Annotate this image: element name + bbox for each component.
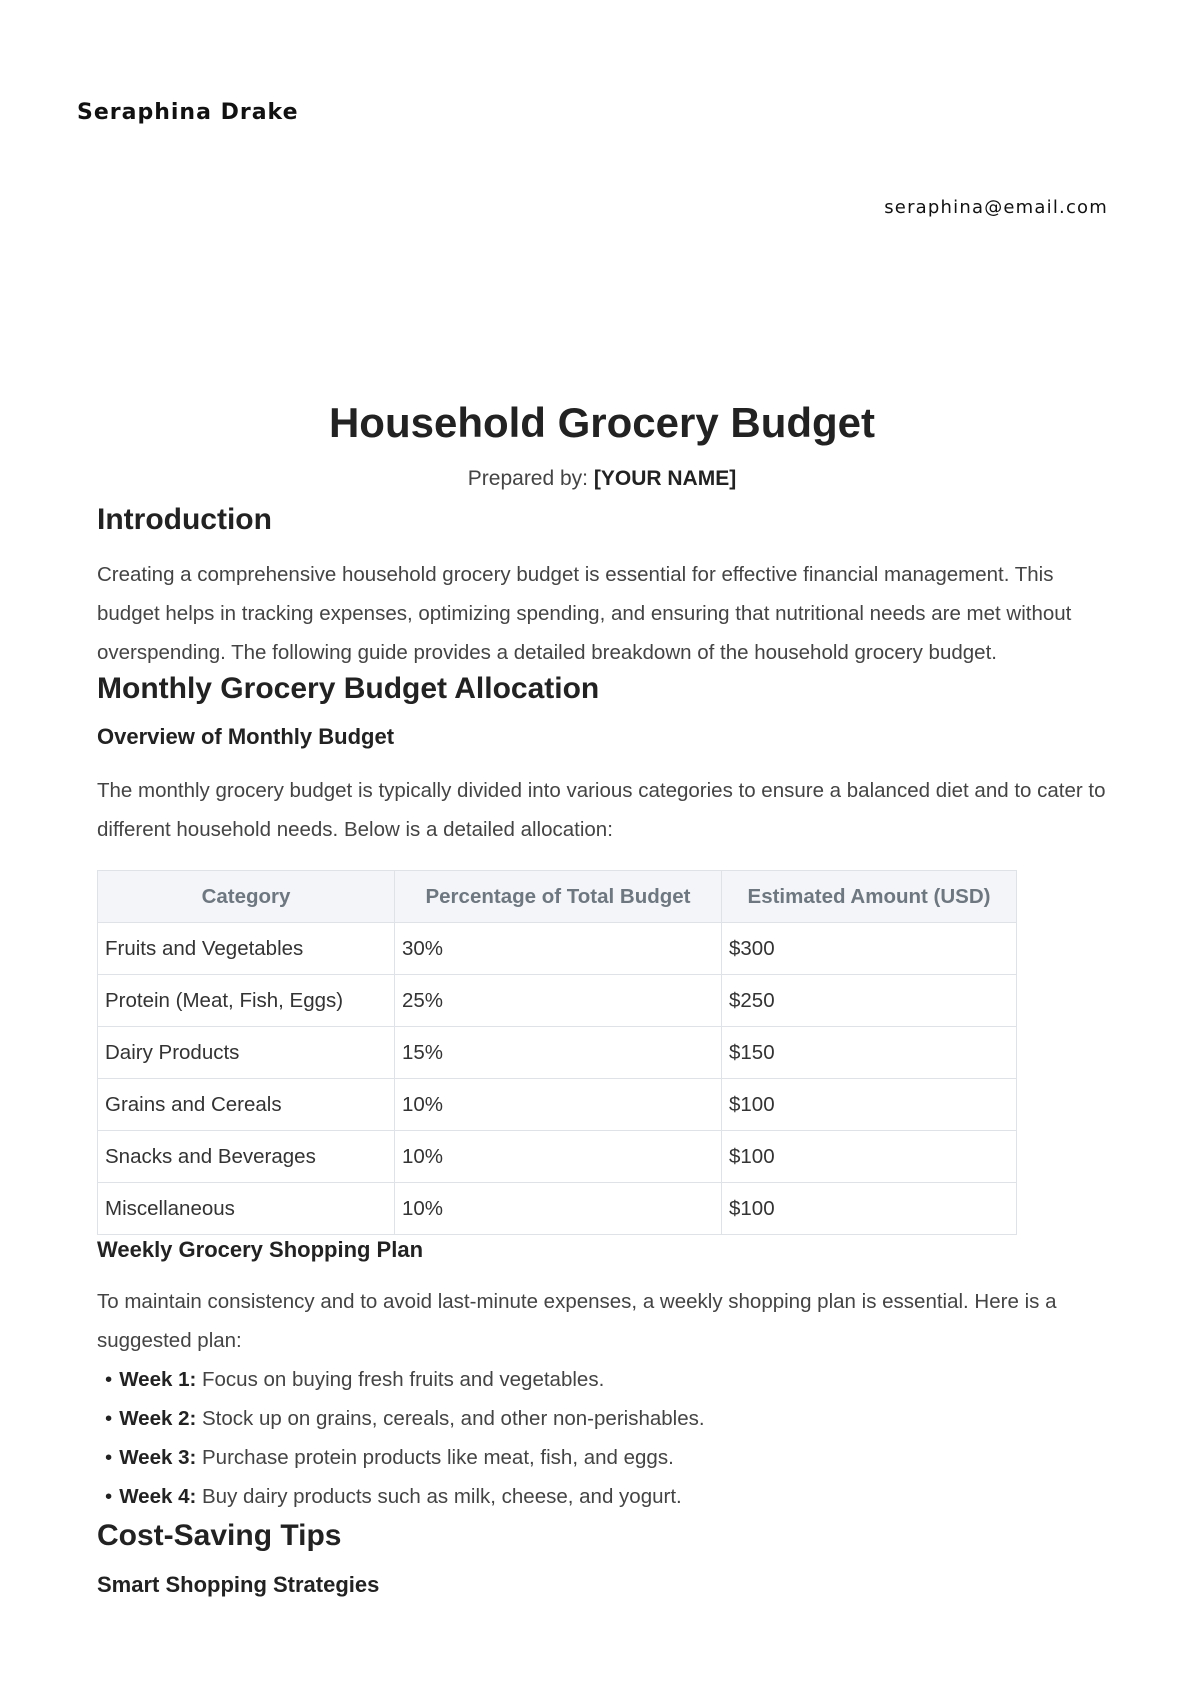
table-cell-amount: $150 bbox=[722, 1027, 1017, 1079]
intro-paragraph: Creating a comprehensive household grocery budget is essential for effective financial management. This budget helps in tracking expenses, optimizing spending, and ensuring that nutritional needs are met without overspending. The following guide provides a detailed breakdown of the household grocery budget. bbox=[97, 563, 1072, 664]
budget-table bbox=[97, 870, 1017, 1235]
table-row bbox=[98, 1079, 1017, 1131]
table-row bbox=[98, 923, 1017, 975]
table-cell-amount: $300 bbox=[722, 923, 1017, 975]
allocation-subheading: Overview of Monthly Budget bbox=[97, 724, 395, 749]
table-cell-percentage: 30% bbox=[395, 923, 722, 975]
table-cell-category: Protein (Meat, Fish, Eggs) bbox=[98, 975, 395, 1027]
table-cell-category: Miscellaneous bbox=[98, 1183, 395, 1235]
list-item-text: Focus on buying fresh fruits and vegetables. bbox=[202, 1368, 605, 1391]
list-item: • Week 2: Stock up on grains, cereals, and other non-perishables. bbox=[105, 1407, 705, 1430]
table-cell-category: Grains and Cereals bbox=[98, 1079, 395, 1131]
tips-subheading: Smart Shopping Strategies bbox=[97, 1572, 380, 1597]
table-row bbox=[98, 1027, 1017, 1079]
prepared-label: Prepared by: bbox=[467, 467, 589, 490]
weekly-paragraph: To maintain consistency and to avoid last-minute expenses, a weekly shopping plan is essential. Here is a suggested plan: bbox=[97, 1290, 1057, 1352]
document-title: Household Grocery Budget bbox=[328, 399, 876, 446]
table-cell-category: Snacks and Beverages bbox=[98, 1131, 395, 1183]
list-item: • Week 1: Focus on buying fresh fruits and vegetables. bbox=[105, 1368, 605, 1391]
list-item-label: Week 3: bbox=[119, 1446, 197, 1469]
table-row bbox=[98, 1131, 1017, 1183]
table-header-amount: Estimated Amount (USD) bbox=[722, 871, 1017, 923]
document-body bbox=[97, 395, 1107, 1600]
table-cell-category: Dairy Products bbox=[98, 1027, 395, 1079]
list-item: • Week 4: Buy dairy products such as milk, cheese, and yogurt. bbox=[105, 1485, 682, 1508]
table-cell-amount: $100 bbox=[722, 1131, 1017, 1183]
table-cell-amount: $100 bbox=[722, 1183, 1017, 1235]
weekly-plan-list bbox=[97, 1360, 1107, 1516]
table-header-row bbox=[98, 871, 1017, 923]
table-cell-amount: $100 bbox=[722, 1079, 1017, 1131]
table-header-category: Category bbox=[98, 871, 395, 923]
list-item-text: Stock up on grains, cereals, and other non-perishables. bbox=[202, 1407, 705, 1430]
table-header-percentage: Percentage of Total Budget bbox=[395, 871, 722, 923]
list-item-label: Week 4: bbox=[119, 1485, 197, 1508]
intro-heading: Introduction bbox=[97, 503, 272, 536]
allocation-heading: Monthly Grocery Budget Allocation bbox=[97, 672, 600, 705]
author-name: Seraphina Drake bbox=[77, 100, 299, 125]
list-item-text: Purchase protein products like meat, fish, and eggs. bbox=[202, 1446, 674, 1469]
author-email: seraphina@email.com bbox=[884, 197, 1108, 218]
list-item-text: Buy dairy products such as milk, cheese, and yogurt. bbox=[202, 1485, 682, 1508]
weekly-heading: Weekly Grocery Shopping Plan bbox=[97, 1237, 424, 1262]
table-cell-percentage: 10% bbox=[395, 1131, 722, 1183]
list-item-label: Week 1: bbox=[119, 1368, 197, 1391]
table-cell-category: Fruits and Vegetables bbox=[98, 923, 395, 975]
list-item: • Week 3: Purchase protein products like meat, fish, and eggs. bbox=[105, 1446, 674, 1469]
tips-heading: Cost-Saving Tips bbox=[97, 1519, 342, 1552]
prepared-name: [YOUR NAME] bbox=[593, 467, 737, 490]
list-item-label: Week 2: bbox=[119, 1407, 197, 1430]
table-cell-percentage: 25% bbox=[395, 975, 722, 1027]
prepared-by bbox=[97, 465, 1107, 493]
table-cell-percentage: 15% bbox=[395, 1027, 722, 1079]
table-row bbox=[98, 1183, 1017, 1235]
allocation-paragraph: The monthly grocery budget is typically divided into various categories to ensure a balanced diet and to cater to different household needs. Below is a detailed allocation: bbox=[97, 779, 1106, 841]
table-row bbox=[98, 975, 1017, 1027]
table-cell-percentage: 10% bbox=[395, 1079, 722, 1131]
table-cell-amount: $250 bbox=[722, 975, 1017, 1027]
table-cell-percentage: 10% bbox=[395, 1183, 722, 1235]
